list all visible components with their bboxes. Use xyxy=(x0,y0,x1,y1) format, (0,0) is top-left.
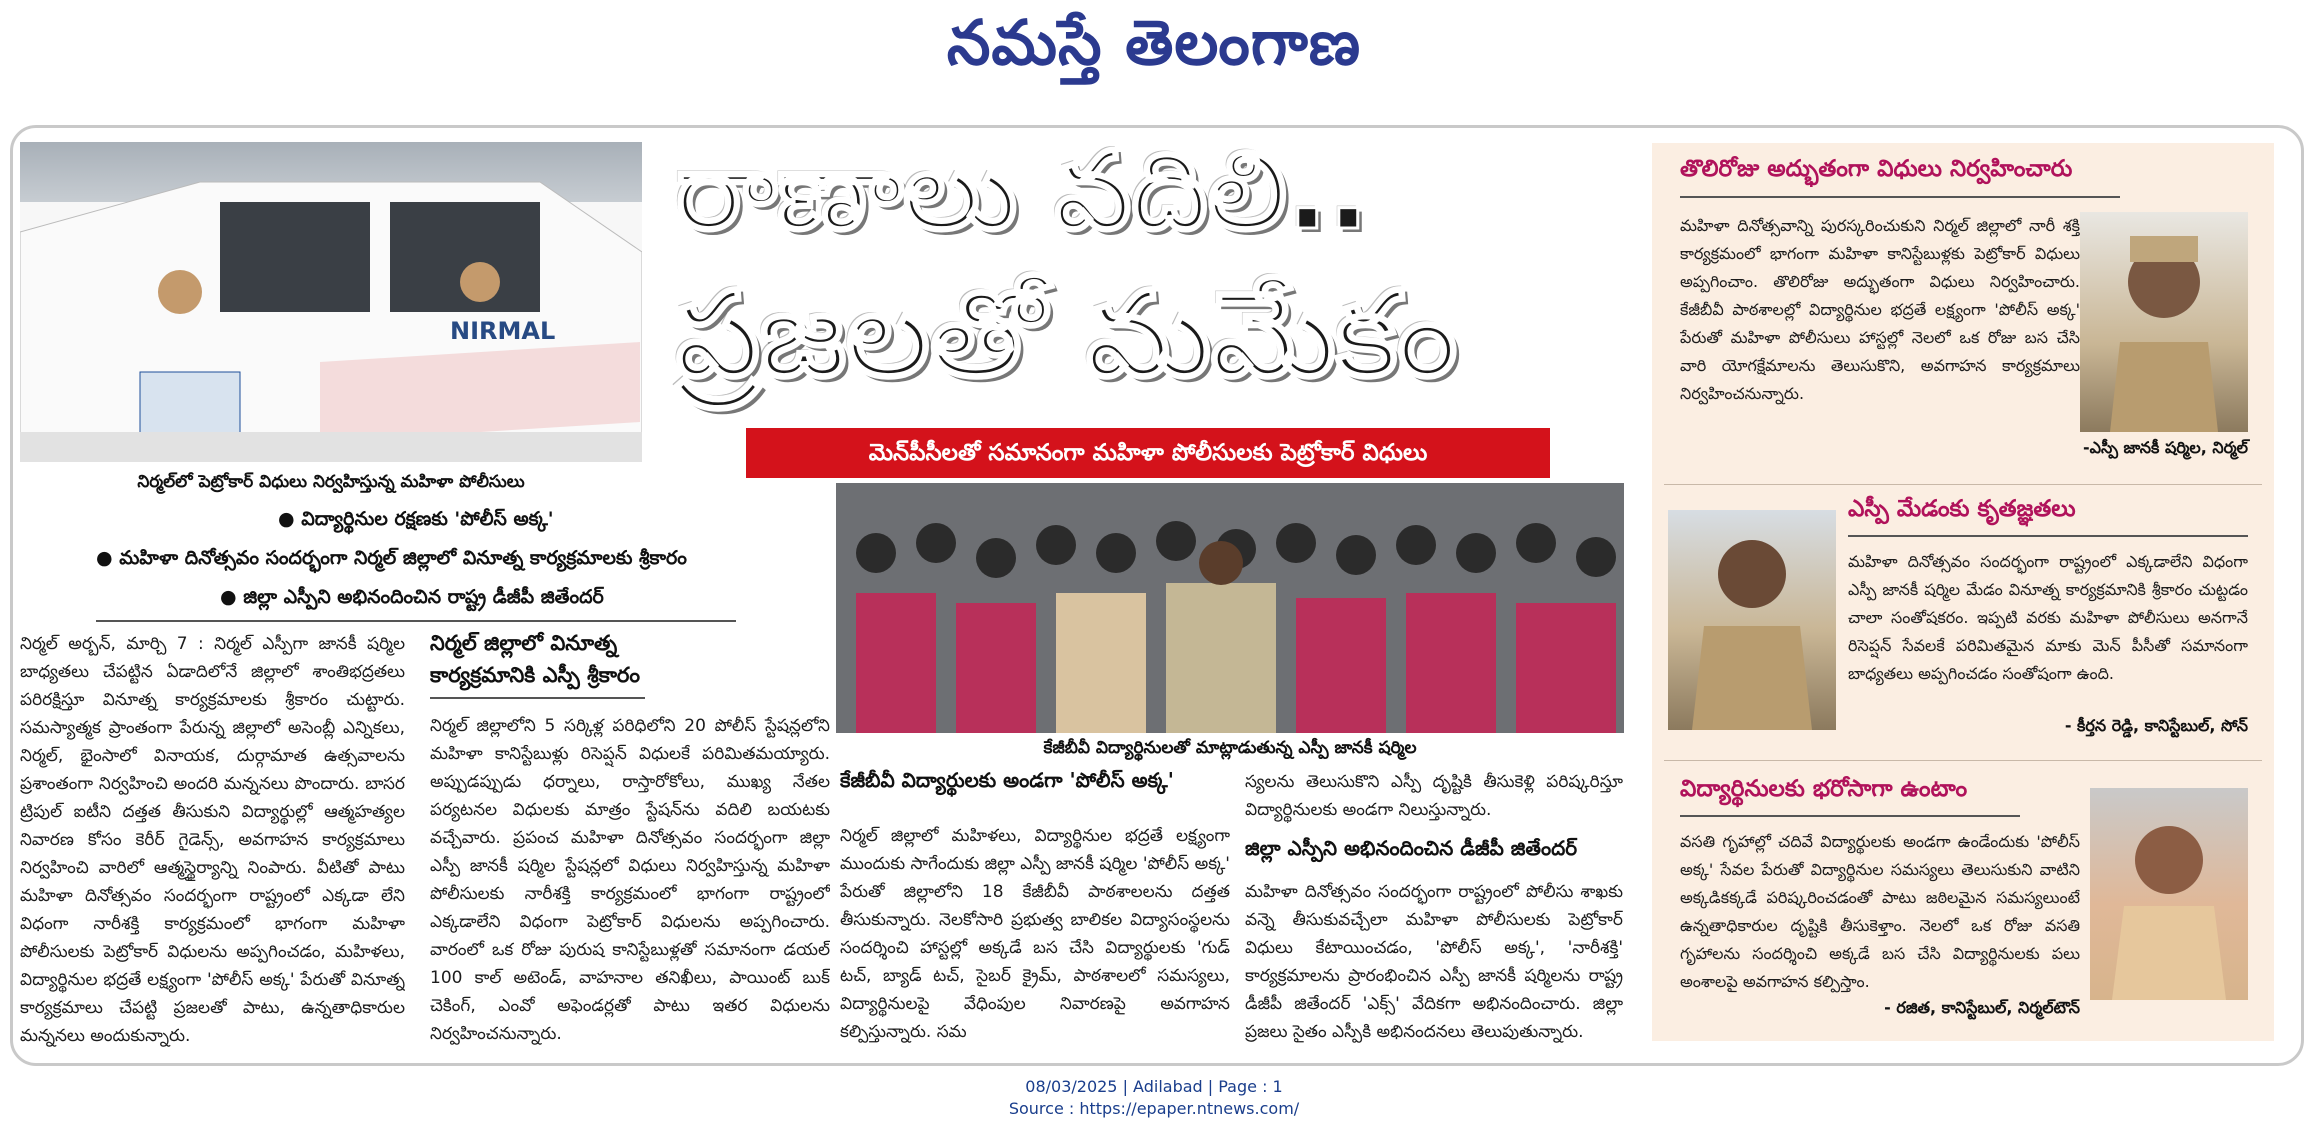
sidebar-box3-title: విద్యార్థినులకు భరోసాగా ఉంటాం xyxy=(1680,776,1968,802)
portrait-officer-2 xyxy=(1668,510,1836,730)
sidebar-box1-title: తొలిరోజు అద్భుతంగా విధులు నిర్వహించారు xyxy=(1680,156,2073,182)
masthead-title: నమస్తే తెలంగాణ xyxy=(946,6,1362,79)
footer-source-link[interactable]: Source : https://epaper.ntnews.com/ xyxy=(1008,1099,1300,1118)
headline-subhead-strip: మెన్‌పీసీలతో సమానంగా మహిళా పోలీసులకు పెట్రోకార్ విధులు xyxy=(746,428,1550,478)
sidebar-divider-1 xyxy=(1664,484,2262,485)
left-col2-heading-rule xyxy=(430,697,645,699)
sidebar-box1-rule xyxy=(1680,196,2120,198)
car-illustration xyxy=(20,142,642,462)
sidebar-box2-title: ఎస్పీ మేడంకు కృతజ్ఞతలు xyxy=(1848,496,2076,522)
middle-article-col1: నిర్మల్ జిల్లాలో మహిళలు, విద్యార్థినుల భద్రతే లక్ష్యంగా ముందుకు సాగేందుకు జిల్లా ఎస్పీ జానకీ షర్మిల 'పోలీస్ అక్క' పేరుతో జిల్లాలోని 18 కేజీబీవీ పాఠశాలలను దత్తత తీసుకున్నారు. నెలకోసారి ప్రభుత్వ బాలికల విద్యాసంస్థలను సందర్శించి హాస్టల్లో అక్కడే బస చేసి విద్యార్థులకు 'గుడ్ టచ్, బ్యాడ్ టచ్, సైబర్ క్రైమ్, పాఠశాలలో సమస్యలు, విద్యార్థినులపై వేధింపుల నివారణపై అవగాహన కల్పిస్తున్నారు. సమ xyxy=(840,826,1230,1042)
headline-line2: ప్రజలతో మమేకం xyxy=(676,265,1458,403)
sidebar-box1-credit: -ఎస్పీ జానకీ షర్మిల, నిర్మల్ xyxy=(2082,438,2248,457)
bullets-underline xyxy=(96,620,736,622)
bullet-2: ● మహిళా దినోత్సవం సందర్భంగా నిర్మల్ జిల్లాలో వినూత్న కార్యక్రమాలకు శ్రీకారం xyxy=(96,547,687,574)
sidebar-box2-portrait xyxy=(1668,510,1836,730)
sidebar-box3-credit: - రజిత, కానిస్టేబుల్, నిర్మల్‌టౌన్ xyxy=(1884,998,2080,1017)
portrait-officer-1 xyxy=(2080,212,2248,432)
left-article-col1: నిర్మల్ అర్బన్, మార్చి 7 : నిర్మల్ ఎస్పీగా జానకీ షర్మిల బాధ్యతలు చేపట్టిన ఏడాదిలోనే జిల్లాలో శాంతిభద్రతలు పరిరక్షిస్తూ వినూత్న కార్యక్రమాలకు శ్రీకారం చుట్టారు. సమస్యాత్మక ప్రాంతంగా పేరున్న జిల్లాలో అసెంబ్లీ ఎన్నికలు, నిర్మల్, భైంసాలో వినాయక, దుర్గామాత ఉత్సవాలను ప్రశాంతంగా నిర్వహించి అందరి మన్ననలు పొందారు. బాసర ట్రిపుల్ ఐటీని దత్తత తీసుకుని విద్యార్థుల్లో ఆత్మహత్యల నివారణ కోసం కెరీర్ గైడెన్స్, అవగాహన కార్యక్రమాలు నిర్వహించి వారిలో ఆత్మస్థైర్యాన్ని నింపారు. వీటితో పాటు మహిళా దినోత్సవం సందర్భంగా రాష్ట్రంలో ఎక్కడా లేని విధంగా నారీశక్తి కార్యక్రమంలో భాగంగా మహిళా పోలీసులకు పెట్రోకార్ విధులను అప్పగించడం, మహిళలు, విద్యార్థినుల భద్రతే లక్ష్యంగా 'పోలీస్ అక్క' పేరుతో వినూత్న కార్యక్రమాలు చేపట్టి ప్రజలతో పాటు, ఉన్నతాధికారుల మన్ననలు అందుకున్నారు. xyxy=(20,634,405,1046)
left-photo-caption: నిర్మల్‌లో పెట్రోకార్ విధులు నిర్వహిస్తున్న మహిళా పోలీసులు xyxy=(137,472,525,492)
left-article-col2: నిర్మల్ జిల్లాలోని 5 సర్కిళ్ల పరిధిలోని 20 పోలీస్ స్టేషన్లలోని మహిళా కానిస్టేబుళ్లు రిసెప్షన్ విధులకే పరిమితమయ్యారు. అప్పుడప్పుడు ధర్నాలు, రాస్తారోకోలు, ముఖ్య నేతల పర్యటనల విధులకు మాత్రం స్టేషన్‌ను వదిలి బయటకు వచ్చేవారు. ప్రపంచ మహిళా దినోత్సవం సందర్భంగా జిల్లా ఎస్పీ జానకీ షర్మిల స్టేషన్లలో విధులు నిర్వహిస్తున్న మహిళా పోలీసులకు నారీశక్తి కార్యక్రమంలో భాగంగా రాష్ట్రంలో ఎక్కడాలేని విధంగా పెట్రోకార్ విధులను అప్పగించారు. వారంలో ఒక రోజు పురుష కానిస్టేబుళ్లతో సమానంగా డయల్ 100 కాల్ అటెండ్, వాహనాల తనిఖీలు, పాయింట్ బుక్ చెకింగ్, ఎంవో అఫెండర్లతో పాటు ఇతర విధులను నిర్వహించనున్నారు. xyxy=(430,716,830,1044)
car-door-label: NIRMAL xyxy=(450,317,556,345)
bullet-1: ● విద్యార్థినుల రక్షణకు 'పోలీస్ అక్క' xyxy=(278,508,554,535)
sidebar-divider-2 xyxy=(1664,760,2262,761)
students-photo xyxy=(836,483,1624,733)
students-illustration xyxy=(836,483,1624,733)
footer-date-edition: 08/03/2025 | Adilabad | Page : 1 xyxy=(1025,1077,1283,1096)
middle-article-col2a: స్యలను తెలుసుకొని ఎస్పీ దృష్టికి తీసుకెళ్లి పరిష్కరిస్తూ విద్యార్థినులకు అండగా నిలుస్తున్నారు. xyxy=(1245,772,1623,820)
sidebar-box1-portrait xyxy=(2080,212,2248,432)
sidebar-box3-body: వసతి గృహాల్లో చదివే విద్యార్థులకు అండగా ఉండేందుకు 'పోలీస్ అక్క' సేవల పేరుతో విద్యార్థినుల సమస్యలు తెలుసుకుని వాటిని అక్కడికక్కడే పరిష్కరించడంతో పాటు జఠిలమైన సమస్యలుంటే ఉన్నతాధికారుల దృష్టికి తీసుకెళ్తాం. నెలలో ఒక రోజు వసతి గృహాలను సందర్శించి అక్కడే బస చేసి విద్యార్థినులకు పలు అంశాలపై అవగాహన కల్పిస్తాం. xyxy=(1680,832,2080,991)
sidebar-box3-portrait xyxy=(2090,788,2248,1000)
portrait-constable-3 xyxy=(2090,788,2248,1000)
sidebar-box1-body: మహిళా దినోత్సవాన్ని పురస్కరించుకుని నిర్మల్ జిల్లాలో నారీ శక్తి కార్యక్రమంలో భాగంగా మహిళా కానిస్టేబుళ్లకు పెట్రోకార్ విధులు అప్పగించాం. తొలిరోజు అద్భుతంగా విధులు నిర్వహించారు. కేజీబీవీ పాఠశాలల్లో విద్యార్థినుల భద్రతే లక్ష్యంగా 'పోలీస్ అక్క' పేరుతో మహిళా పోలీసులు హాస్టల్లో నెలలో ఒక రోజు బస చేసి వారి యోగక్షేమాలను తెలుసుకొని, అవగాహన కార్యక్రమాలు నిర్వహించనున్నారు. xyxy=(1680,216,2080,403)
middle-article-col2b: మహిళా దినోత్సవం సందర్భంగా రాష్ట్రంలో పోలీసు శాఖకు వన్నె తీసుకువచ్చేలా మహిళా పోలీసులకు పెట్రోకార్ విధులు కేటాయించడం, 'పోలీస్ అక్క', 'నారీశక్తి' కార్యక్రమాలను ప్రారంభించిన ఎస్పీ జానకీ షర్మిలను రాష్ట్ర డీజీపీ జితేందర్ 'ఎక్స్' వేదికగా అభినందించారు. జిల్లా ప్రజలు సైతం ఎస్పీకి అభినందనలు తెలుపుతున్నారు. xyxy=(1245,882,1623,1042)
sidebar-box2-body: మహిళా దినోత్సవం సందర్భంగా రాష్ట్రంలో ఎక్కడాలేని విధంగా ఎస్పీ జానకీ షర్మిల మేడం వినూత్న కార్యక్రమానికి శ్రీకారం చుట్టడం చాలా సంతోషకరం. ఇప్పటి వరకు మహిళా పోలీసులు అనగానే రిసెప్షన్ సేవలకే పరిమితమైన మాకు మెన్ పీసీతో సమానంగా బాధ్యతలు అప్పగించడం సంతోషంగా ఉంది. xyxy=(1848,552,2248,683)
middle-photo-caption: కేజీబీవీ విద్యార్థినులతో మాట్లాడుతున్న ఎస్పీ జానకీ షర్మిల xyxy=(1043,738,1417,758)
sidebar-box3-rule xyxy=(1680,815,2020,817)
bullet-3: ● జిల్లా ఎస్పీని అభినందించిన రాష్ట్ర డీజీపీ జితేందర్ xyxy=(220,586,604,613)
sidebar-box2-rule xyxy=(1848,535,2248,537)
sidebar-box2-credit: - కీర్తన రెడ్డి, కానిస్టేబుల్, సోన్ xyxy=(2064,716,2248,735)
petrol-car-photo xyxy=(20,142,642,462)
middle-col1-heading: కేజీబీవీ విద్యార్థులకు అండగా 'పోలీస్ అక్క' xyxy=(840,768,1174,792)
headline-line1: రాణాలు వదిలి.. xyxy=(676,129,1369,254)
left-col2-heading: నిర్మల్ జిల్లాలో వినూత్న కార్యక్రమానికి ఎస్పీ శ్రీకారం xyxy=(430,631,641,687)
middle-col2-heading: జిల్లా ఎస్పీని అభినందించిన డీజీపీ జితేందర్ xyxy=(1245,836,1578,860)
